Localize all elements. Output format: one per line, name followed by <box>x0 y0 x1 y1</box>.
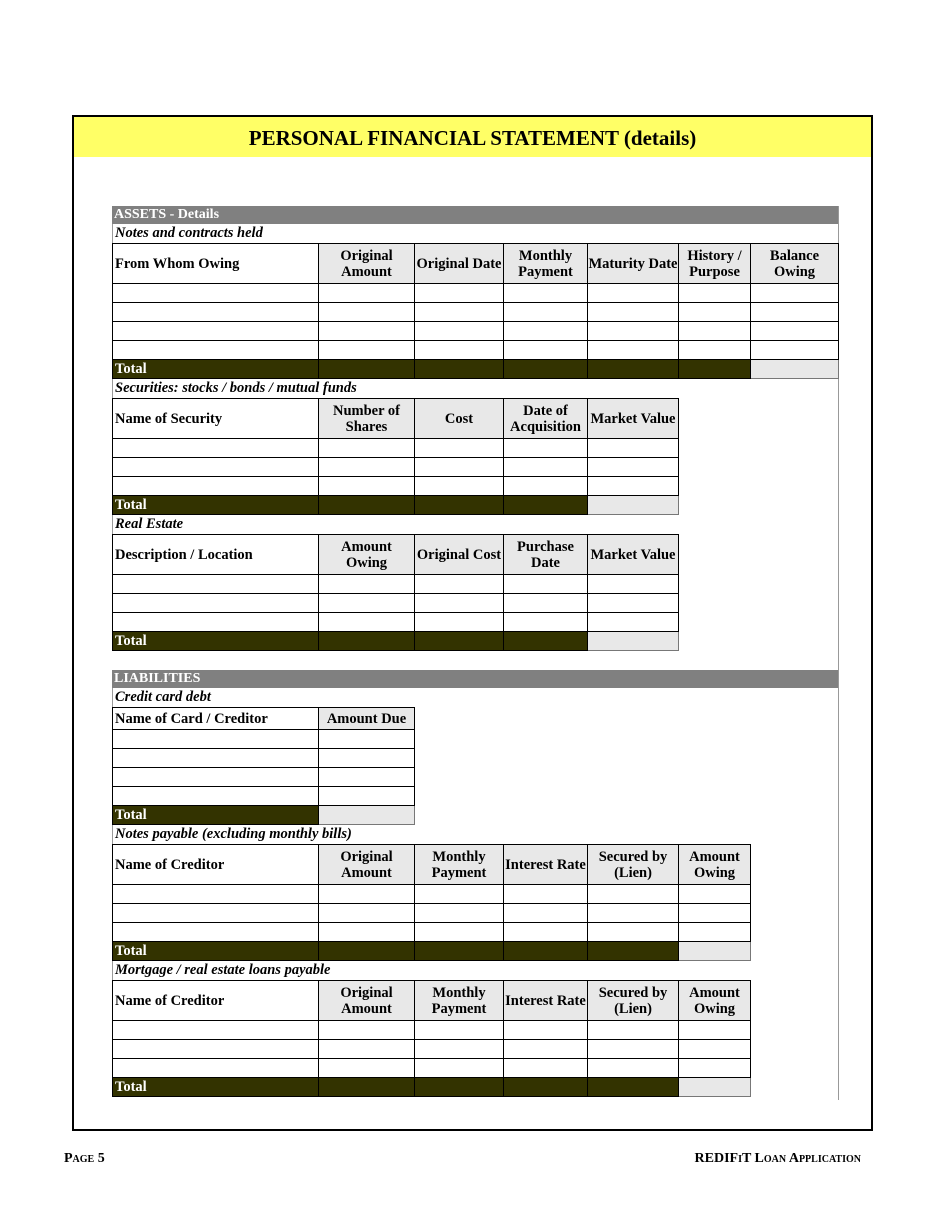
input-cell[interactable] <box>319 768 415 787</box>
input-cell[interactable] <box>113 730 319 749</box>
table-header-row <box>113 845 751 885</box>
input-cell[interactable] <box>504 341 588 360</box>
col-original-cost: Original Cost <box>415 535 504 575</box>
total-row <box>113 942 751 961</box>
table-row <box>113 1021 751 1040</box>
input-cell[interactable] <box>113 322 319 341</box>
input-cell[interactable] <box>679 322 751 341</box>
col-description-location: Description / Location <box>113 535 319 575</box>
col-from-whom-owing: From Whom Owing <box>113 244 319 284</box>
total-amount-owing-cell[interactable] <box>679 942 751 961</box>
input-cell[interactable] <box>113 1059 319 1078</box>
table-header-row <box>113 244 839 284</box>
col-monthly-payment: Monthly Payment <box>504 244 588 284</box>
col-market-value: Market Value <box>588 535 679 575</box>
input-cell[interactable] <box>588 439 679 458</box>
notes-held-table <box>112 243 839 379</box>
table-row <box>113 613 679 632</box>
input-cell[interactable] <box>415 923 504 942</box>
input-cell[interactable] <box>319 613 415 632</box>
table-row <box>113 284 839 303</box>
col-amount-due: Amount Due <box>319 708 415 730</box>
input-cell[interactable] <box>504 575 588 594</box>
input-cell[interactable] <box>319 1021 415 1040</box>
input-cell[interactable] <box>113 885 319 904</box>
securities-subhead: Securities: stocks / bonds / mutual funds <box>112 379 838 398</box>
input-cell[interactable] <box>588 322 679 341</box>
total-label: Total <box>113 632 319 651</box>
col-name-of-card-creditor: Name of Card / Creditor <box>113 708 319 730</box>
col-date-of-acquisition: Date of Acquisition <box>504 399 588 439</box>
input-cell[interactable] <box>588 1021 679 1040</box>
input-cell[interactable] <box>113 787 319 806</box>
input-cell[interactable] <box>751 341 839 360</box>
document-name: REDIFiT Loan Application <box>694 1151 861 1166</box>
input-cell[interactable] <box>415 885 504 904</box>
input-cell[interactable] <box>679 1059 751 1078</box>
input-cell[interactable] <box>679 1021 751 1040</box>
input-cell[interactable] <box>504 613 588 632</box>
input-cell[interactable] <box>679 284 751 303</box>
input-cell[interactable] <box>588 284 679 303</box>
col-number-of-shares: Number of Shares <box>319 399 415 439</box>
input-cell[interactable] <box>113 923 319 942</box>
input-cell[interactable] <box>588 923 679 942</box>
notes-payable-subhead: Notes payable (excluding monthly bills) <box>112 825 838 844</box>
total-label: Total <box>113 806 319 825</box>
section-spacer <box>112 651 838 670</box>
input-cell[interactable] <box>504 1021 588 1040</box>
input-cell[interactable] <box>113 303 319 322</box>
col-secured-by-lien: Secured by (Lien) <box>588 845 679 885</box>
total-amount-owing-cell[interactable] <box>679 1078 751 1097</box>
input-cell[interactable] <box>415 1040 504 1059</box>
input-cell[interactable] <box>504 477 588 496</box>
input-cell[interactable] <box>319 923 415 942</box>
total-amount-due-cell[interactable] <box>319 806 415 825</box>
input-cell[interactable] <box>319 904 415 923</box>
col-purchase-date: Purchase Date <box>504 535 588 575</box>
input-cell[interactable] <box>588 477 679 496</box>
col-interest-rate: Interest Rate <box>504 845 588 885</box>
input-cell[interactable] <box>113 594 319 613</box>
table-row <box>113 749 415 768</box>
input-cell[interactable] <box>679 885 751 904</box>
notes-payable-table <box>112 844 751 961</box>
statement-content <box>112 206 839 1100</box>
input-cell[interactable] <box>319 303 415 322</box>
table-header-row <box>113 535 679 575</box>
input-cell[interactable] <box>415 477 504 496</box>
assets-header: ASSETS - Details <box>112 206 838 224</box>
table-row <box>113 1059 751 1078</box>
input-cell[interactable] <box>319 322 415 341</box>
input-cell[interactable] <box>679 904 751 923</box>
table-row <box>113 787 415 806</box>
col-name-of-security: Name of Security <box>113 399 319 439</box>
col-market-value: Market Value <box>588 399 679 439</box>
input-cell[interactable] <box>588 613 679 632</box>
col-original-date: Original Date <box>415 244 504 284</box>
input-cell[interactable] <box>415 613 504 632</box>
input-cell[interactable] <box>113 613 319 632</box>
input-cell[interactable] <box>113 749 319 768</box>
col-cost: Cost <box>415 399 504 439</box>
input-cell[interactable] <box>679 303 751 322</box>
input-cell[interactable] <box>319 730 415 749</box>
total-label: Total <box>113 496 319 515</box>
input-cell[interactable] <box>113 458 319 477</box>
real-estate-subhead: Real Estate <box>112 515 838 534</box>
input-cell[interactable] <box>415 904 504 923</box>
input-cell[interactable] <box>504 923 588 942</box>
input-cell[interactable] <box>504 303 588 322</box>
input-cell[interactable] <box>415 341 504 360</box>
input-cell[interactable] <box>588 458 679 477</box>
col-history-purpose: History / Purpose <box>679 244 751 284</box>
liabilities-header: LIABILITIES <box>112 670 838 688</box>
table-row <box>113 458 679 477</box>
table-row <box>113 575 679 594</box>
input-cell[interactable] <box>319 594 415 613</box>
input-cell[interactable] <box>588 1059 679 1078</box>
input-cell[interactable] <box>504 1059 588 1078</box>
total-label: Total <box>113 942 319 961</box>
input-cell[interactable] <box>415 322 504 341</box>
securities-table <box>112 398 679 515</box>
input-cell[interactable] <box>113 768 319 787</box>
input-cell[interactable] <box>319 885 415 904</box>
input-cell[interactable] <box>319 787 415 806</box>
input-cell[interactable] <box>588 904 679 923</box>
total-row <box>113 1078 751 1097</box>
table-header-row <box>113 981 751 1021</box>
real-estate-table <box>112 534 679 651</box>
col-secured-by-lien: Secured by (Lien) <box>588 981 679 1021</box>
input-cell[interactable] <box>319 439 415 458</box>
total-label: Total <box>113 1078 319 1097</box>
input-cell[interactable] <box>679 1040 751 1059</box>
total-market-value-cell[interactable] <box>588 496 679 515</box>
col-balance-owing: Balance Owing <box>751 244 839 284</box>
table-row <box>113 322 839 341</box>
total-label: Total <box>113 360 319 379</box>
input-cell[interactable] <box>751 284 839 303</box>
col-original-amount: Original Amount <box>319 981 415 1021</box>
table-header-row <box>113 399 679 439</box>
total-row <box>113 496 679 515</box>
input-cell[interactable] <box>415 284 504 303</box>
input-cell[interactable] <box>504 885 588 904</box>
input-cell[interactable] <box>113 341 319 360</box>
input-cell[interactable] <box>415 1059 504 1078</box>
col-name-of-creditor: Name of Creditor <box>113 981 319 1021</box>
input-cell[interactable] <box>415 594 504 613</box>
table-row <box>113 904 751 923</box>
input-cell[interactable] <box>588 303 679 322</box>
col-original-amount: Original Amount <box>319 244 415 284</box>
col-amount-owing: Amount Owing <box>679 845 751 885</box>
input-cell[interactable] <box>319 284 415 303</box>
input-cell[interactable] <box>415 458 504 477</box>
input-cell[interactable] <box>504 904 588 923</box>
input-cell[interactable] <box>319 1040 415 1059</box>
table-row <box>113 439 679 458</box>
input-cell[interactable] <box>588 341 679 360</box>
input-cell[interactable] <box>319 1059 415 1078</box>
input-cell[interactable] <box>319 477 415 496</box>
input-cell[interactable] <box>113 1021 319 1040</box>
table-row <box>113 341 839 360</box>
table-row <box>113 885 751 904</box>
total-row <box>113 632 679 651</box>
input-cell[interactable] <box>588 594 679 613</box>
input-cell[interactable] <box>751 322 839 341</box>
table-row <box>113 730 415 749</box>
col-monthly-payment: Monthly Payment <box>415 845 504 885</box>
input-cell[interactable] <box>113 284 319 303</box>
col-monthly-payment: Monthly Payment <box>415 981 504 1021</box>
col-amount-owing: Amount Owing <box>319 535 415 575</box>
page-title: PERSONAL FINANCIAL STATEMENT (details) <box>74 117 871 157</box>
input-cell[interactable] <box>319 749 415 768</box>
table-row <box>113 303 839 322</box>
table-row <box>113 1040 751 1059</box>
input-cell[interactable] <box>504 458 588 477</box>
input-cell[interactable] <box>588 885 679 904</box>
table-row <box>113 594 679 613</box>
table-row <box>113 768 415 787</box>
mortgage-subhead: Mortgage / real estate loans payable <box>112 961 838 980</box>
total-row <box>113 806 415 825</box>
col-amount-owing: Amount Owing <box>679 981 751 1021</box>
input-cell[interactable] <box>113 904 319 923</box>
col-maturity-date: Maturity Date <box>588 244 679 284</box>
input-cell[interactable] <box>319 458 415 477</box>
page-number: Page 5 <box>64 1151 105 1166</box>
input-cell[interactable] <box>504 284 588 303</box>
table-row <box>113 477 679 496</box>
input-cell[interactable] <box>679 923 751 942</box>
input-cell[interactable] <box>504 439 588 458</box>
mortgage-table <box>112 980 751 1097</box>
input-cell[interactable] <box>415 1021 504 1040</box>
col-original-amount: Original Amount <box>319 845 415 885</box>
input-cell[interactable] <box>113 1040 319 1059</box>
input-cell[interactable] <box>679 341 751 360</box>
col-name-of-creditor: Name of Creditor <box>113 845 319 885</box>
col-interest-rate: Interest Rate <box>504 981 588 1021</box>
credit-card-table <box>112 707 415 825</box>
input-cell[interactable] <box>319 341 415 360</box>
input-cell[interactable] <box>588 575 679 594</box>
input-cell[interactable] <box>504 1040 588 1059</box>
input-cell[interactable] <box>504 322 588 341</box>
input-cell[interactable] <box>751 303 839 322</box>
input-cell[interactable] <box>415 439 504 458</box>
total-market-value-cell[interactable] <box>588 632 679 651</box>
input-cell[interactable] <box>504 594 588 613</box>
input-cell[interactable] <box>415 303 504 322</box>
input-cell[interactable] <box>113 575 319 594</box>
notes-held-subhead: Notes and contracts held <box>112 224 838 243</box>
input-cell[interactable] <box>319 575 415 594</box>
input-cell[interactable] <box>415 575 504 594</box>
input-cell[interactable] <box>113 439 319 458</box>
input-cell[interactable] <box>113 477 319 496</box>
table-row <box>113 923 751 942</box>
table-header-row <box>113 708 415 730</box>
total-balance-owing-cell[interactable] <box>751 360 839 379</box>
input-cell[interactable] <box>588 1040 679 1059</box>
total-row <box>113 360 839 379</box>
credit-card-subhead: Credit card debt <box>112 688 838 707</box>
